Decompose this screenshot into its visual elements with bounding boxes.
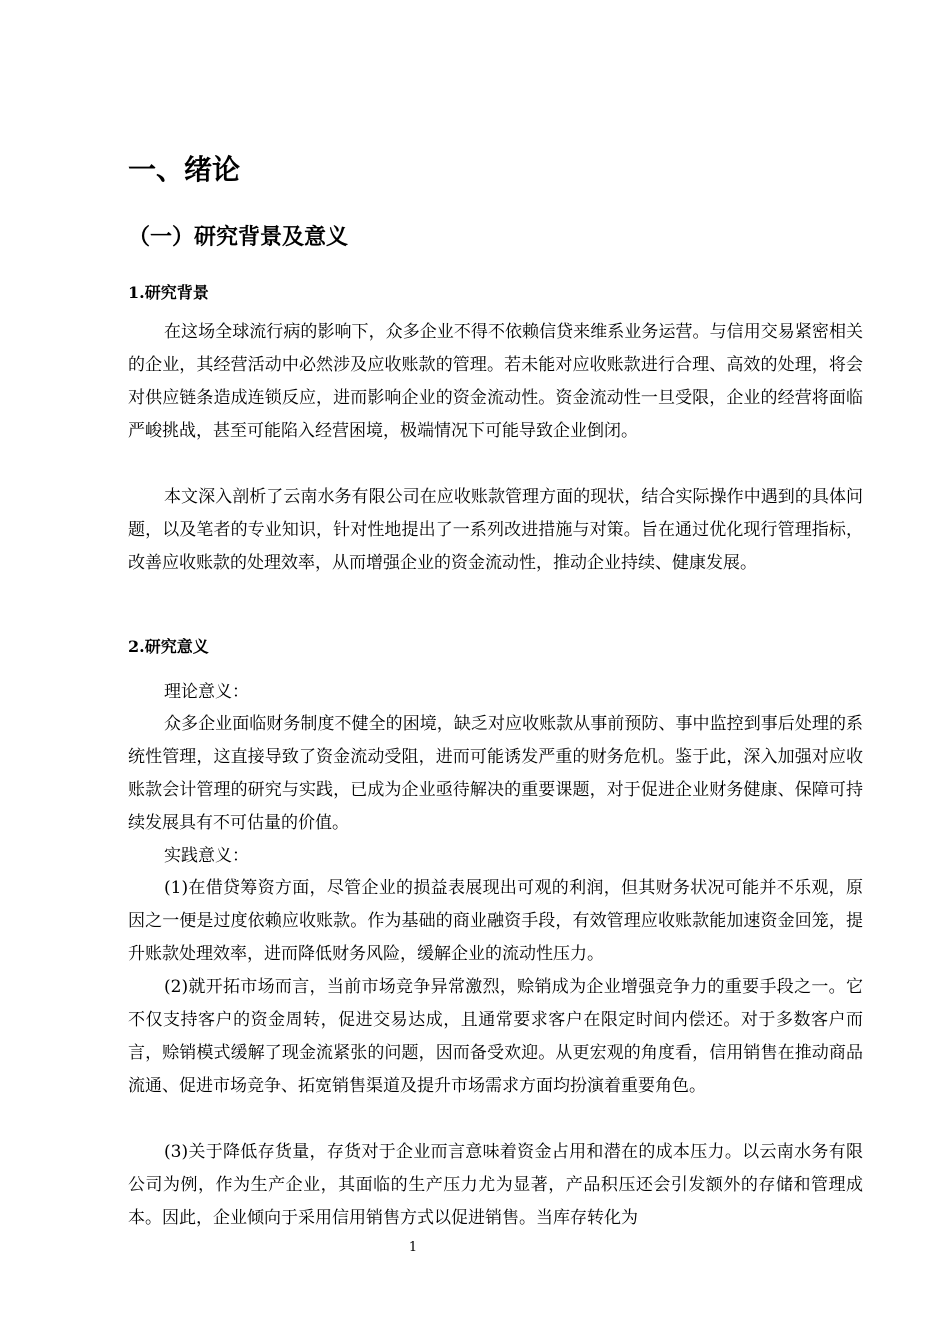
subsection-title-background: 1.研究背景 <box>128 283 209 302</box>
chapter-heading: 一、绪论 <box>128 153 241 186</box>
subsection-title-significance: 2.研究意义 <box>128 637 209 656</box>
section-heading: （一）研究背景及意义 <box>128 225 349 250</box>
paragraph-background-2: 本文深入剖析了云南水务有限公司在应收账款管理方面的现状，结合实际操作中遇到的具体问题，以及笔者的专业知识，针对性地提出了一系列改进措施与对策。旨在通过优化现行管理指标，改善应收账款的处理效率，从而增强企业的资金流动性，推动企业持续、健康发展。 <box>128 487 863 573</box>
page-number: 1 <box>408 1240 418 1255</box>
paragraph-background-1: 在这场全球流行病的影响下，众多企业不得不依赖信贷来维系业务运营。与信用交易紧密相关的企业，其经营活动中必然涉及应收账款的管理。若未能对应收账款进行合理、高效的处理，将会对供应链条造成连锁反应，进而影响企业的资金流动性。资金流动性一旦受限，企业的经营将面临严峻挑战，甚至可能陷入经营困境，极端情况下可能导致企业倒闭。 <box>128 322 863 441</box>
paragraph-practice-point-1: (1)在借贷筹资方面，尽管企业的损益表展现出可观的利润，但其财务状况可能并不乐观，原因之一便是过度依赖应收账款。作为基础的商业融资手段，有效管理应收账款能加速资金回笼，提升账款处理效率，进而降低财务风险，缓解企业的流动性压力。 <box>128 878 863 964</box>
paragraph-practice-point-3: (3)关于降低存货量，存货对于企业而言意味着资金占用和潜在的成本压力。以云南水务有限公司为例，作为生产企业，其面临的生产压力尤为显著，产品积压还会引发额外的存储和管理成本。因此，企业倾向于采用信用销售方式以促进销售。当库存转化为 <box>128 1142 863 1228</box>
paragraph-theory-label: 理论意义： <box>164 682 249 702</box>
paragraph-practice-label: 实践意义： <box>164 846 249 866</box>
paragraph-theory-body: 众多企业面临财务制度不健全的困境，缺乏对应收账款从事前预防、事中监控到事后处理的系统性管理，这直接导致了资金流动受阻，进而可能诱发严重的财务危机。鉴于此，深入加强对应收账款会计管理的研究与实践，已成为企业亟待解决的重要课题，对于促进企业财务健康、保障可持续发展具有不可估量的价值。 <box>128 714 863 833</box>
paragraph-practice-point-2: (2)就开拓市场而言，当前市场竞争异常激烈，赊销成为企业增强竞争力的重要手段之一。它不仅支持客户的资金周转，促进交易达成，且通常要求客户在限定时间内偿还。对于多数客户而言，赊销模式缓解了现金流紧张的问题，因而备受欢迎。从更宏观的角度看，信用销售在推动商品流通、促进市场竞争、拓宽销售渠道及提升市场需求方面均扮演着重要角色。 <box>128 977 863 1096</box>
